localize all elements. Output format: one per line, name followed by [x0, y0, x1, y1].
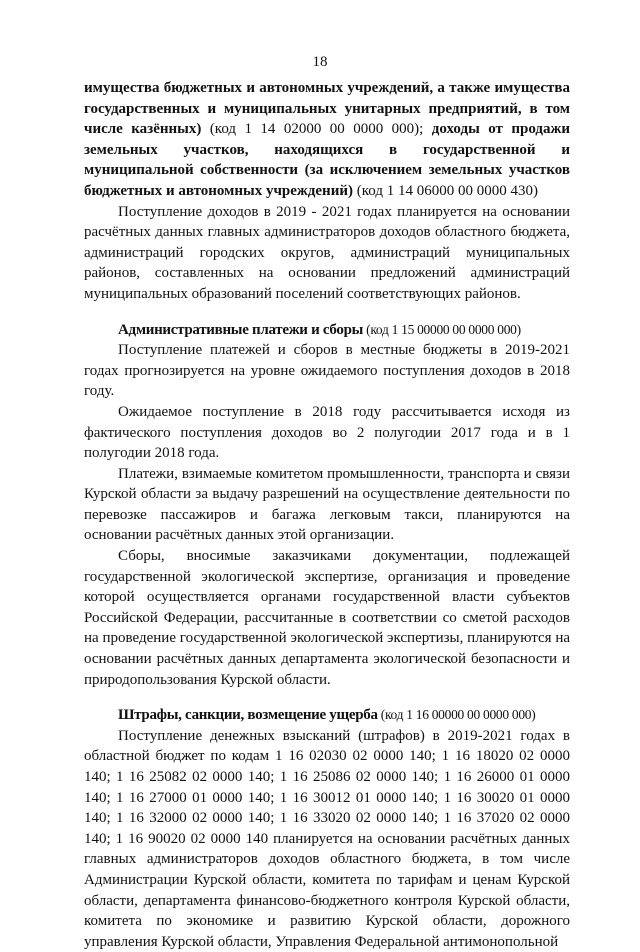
section-title: Административные платежи и сборы — [118, 321, 364, 338]
intro-code-1: (код 1 14 02000 00 0000 000); — [201, 121, 432, 138]
intro-code-2: (код 1 14 06000 00 0000 430) — [352, 182, 538, 199]
paragraph: Сборы, вносимые заказчиками документации, подлежащей государственной экологической экспертизе, организация и проведение которой осуществляется органами государственной власти субъектов Российской Федерации, рассчитанные в соответствии со сметой расходов на проведение государственной экологической экспертизы, планируются на основании расчётных данных департамента экологической безопасности и природопользования Курской области. — [84, 548, 570, 688]
intro-bold-1: имущества бюджетных и автономных учреждений, а также имущества государственных и муниципальных унитарных предприятий, в том числе казённых) — [84, 80, 570, 138]
page-number: 18 — [312, 54, 328, 70]
section-heading-fines — [84, 705, 570, 726]
section-code: (код 1 16 00000 00 0000 000) — [377, 707, 536, 723]
section-title: Штрафы, санкции, возмещение ущерба — [118, 707, 378, 724]
paragraph: Поступление денежных взысканий (штрафов) в 2019-2021 годах в областной бюджет по кодам 1 16 02030 02 0000 140; 1 16 18020 02 0000 140; 1 16 25082 02 0000 140; 1 16 25086 02 0000 140; 1 16 26000 01 0000 140; 1 16 27000 01 0000 140; 1 16 30012 01 0000 140; 1 16 30020 01 0000 140; 1 16 32000 02 0000 140; 1 16 33020 02 0000 140; 1 16 37020 02 0000 140; 1 16 90020 02 0000 140 планируется на основании расчётных данных главных администраторов доходов областного бюджета, в том числе Администрации Курской области, комитета по тарифам и ценам Курской области, департамента финансово-бюджетного контроля Курской области, комитета по экономике и развитию Курской области, дорожного управления Курской области, Управления Федеральной антимонопольной — [84, 727, 570, 950]
paragraph: Платежи, взимаемые комитетом промышленности, транспорта и связи Курской области за выдачу разрешений на осуществление деятельности по перевозке пассажиров и багажа легковым такси, планируются на основании расчётных данных этой организации. — [84, 465, 570, 544]
section-heading-admin-payments — [84, 320, 570, 341]
intro-paragraph: Поступление доходов в 2019 - 2021 годах планируется на основании расчётных данных главных администраторов доходов областного бюджета, администраций городских округов, администраций муниципальных районов, составленных на основании предложений администраций муниципальных образований поселений соответствующих районов. — [84, 203, 570, 302]
document-body — [84, 78, 570, 952]
intro-continuation — [84, 78, 570, 202]
section-code: (код 1 15 00000 00 0000 000) — [363, 321, 521, 337]
paragraph: Ожидаемое поступление в 2018 году рассчитывается исходя из фактического поступления доходов во 2 полугодии 2017 года и в 1 полугодии 2018 года. — [84, 403, 570, 462]
paragraph: Поступление платежей и сборов в местные бюджеты в 2019-2021 годах прогнозируется на уровне ожидаемого поступления доходов в 2018 году. — [84, 342, 570, 400]
intro-bold-2: доходы от продажи земельных участков, находящихся в государственной и муниципальной собственности (за исключением земельных участков бюджетных и автономных учреждений) — [84, 121, 570, 199]
